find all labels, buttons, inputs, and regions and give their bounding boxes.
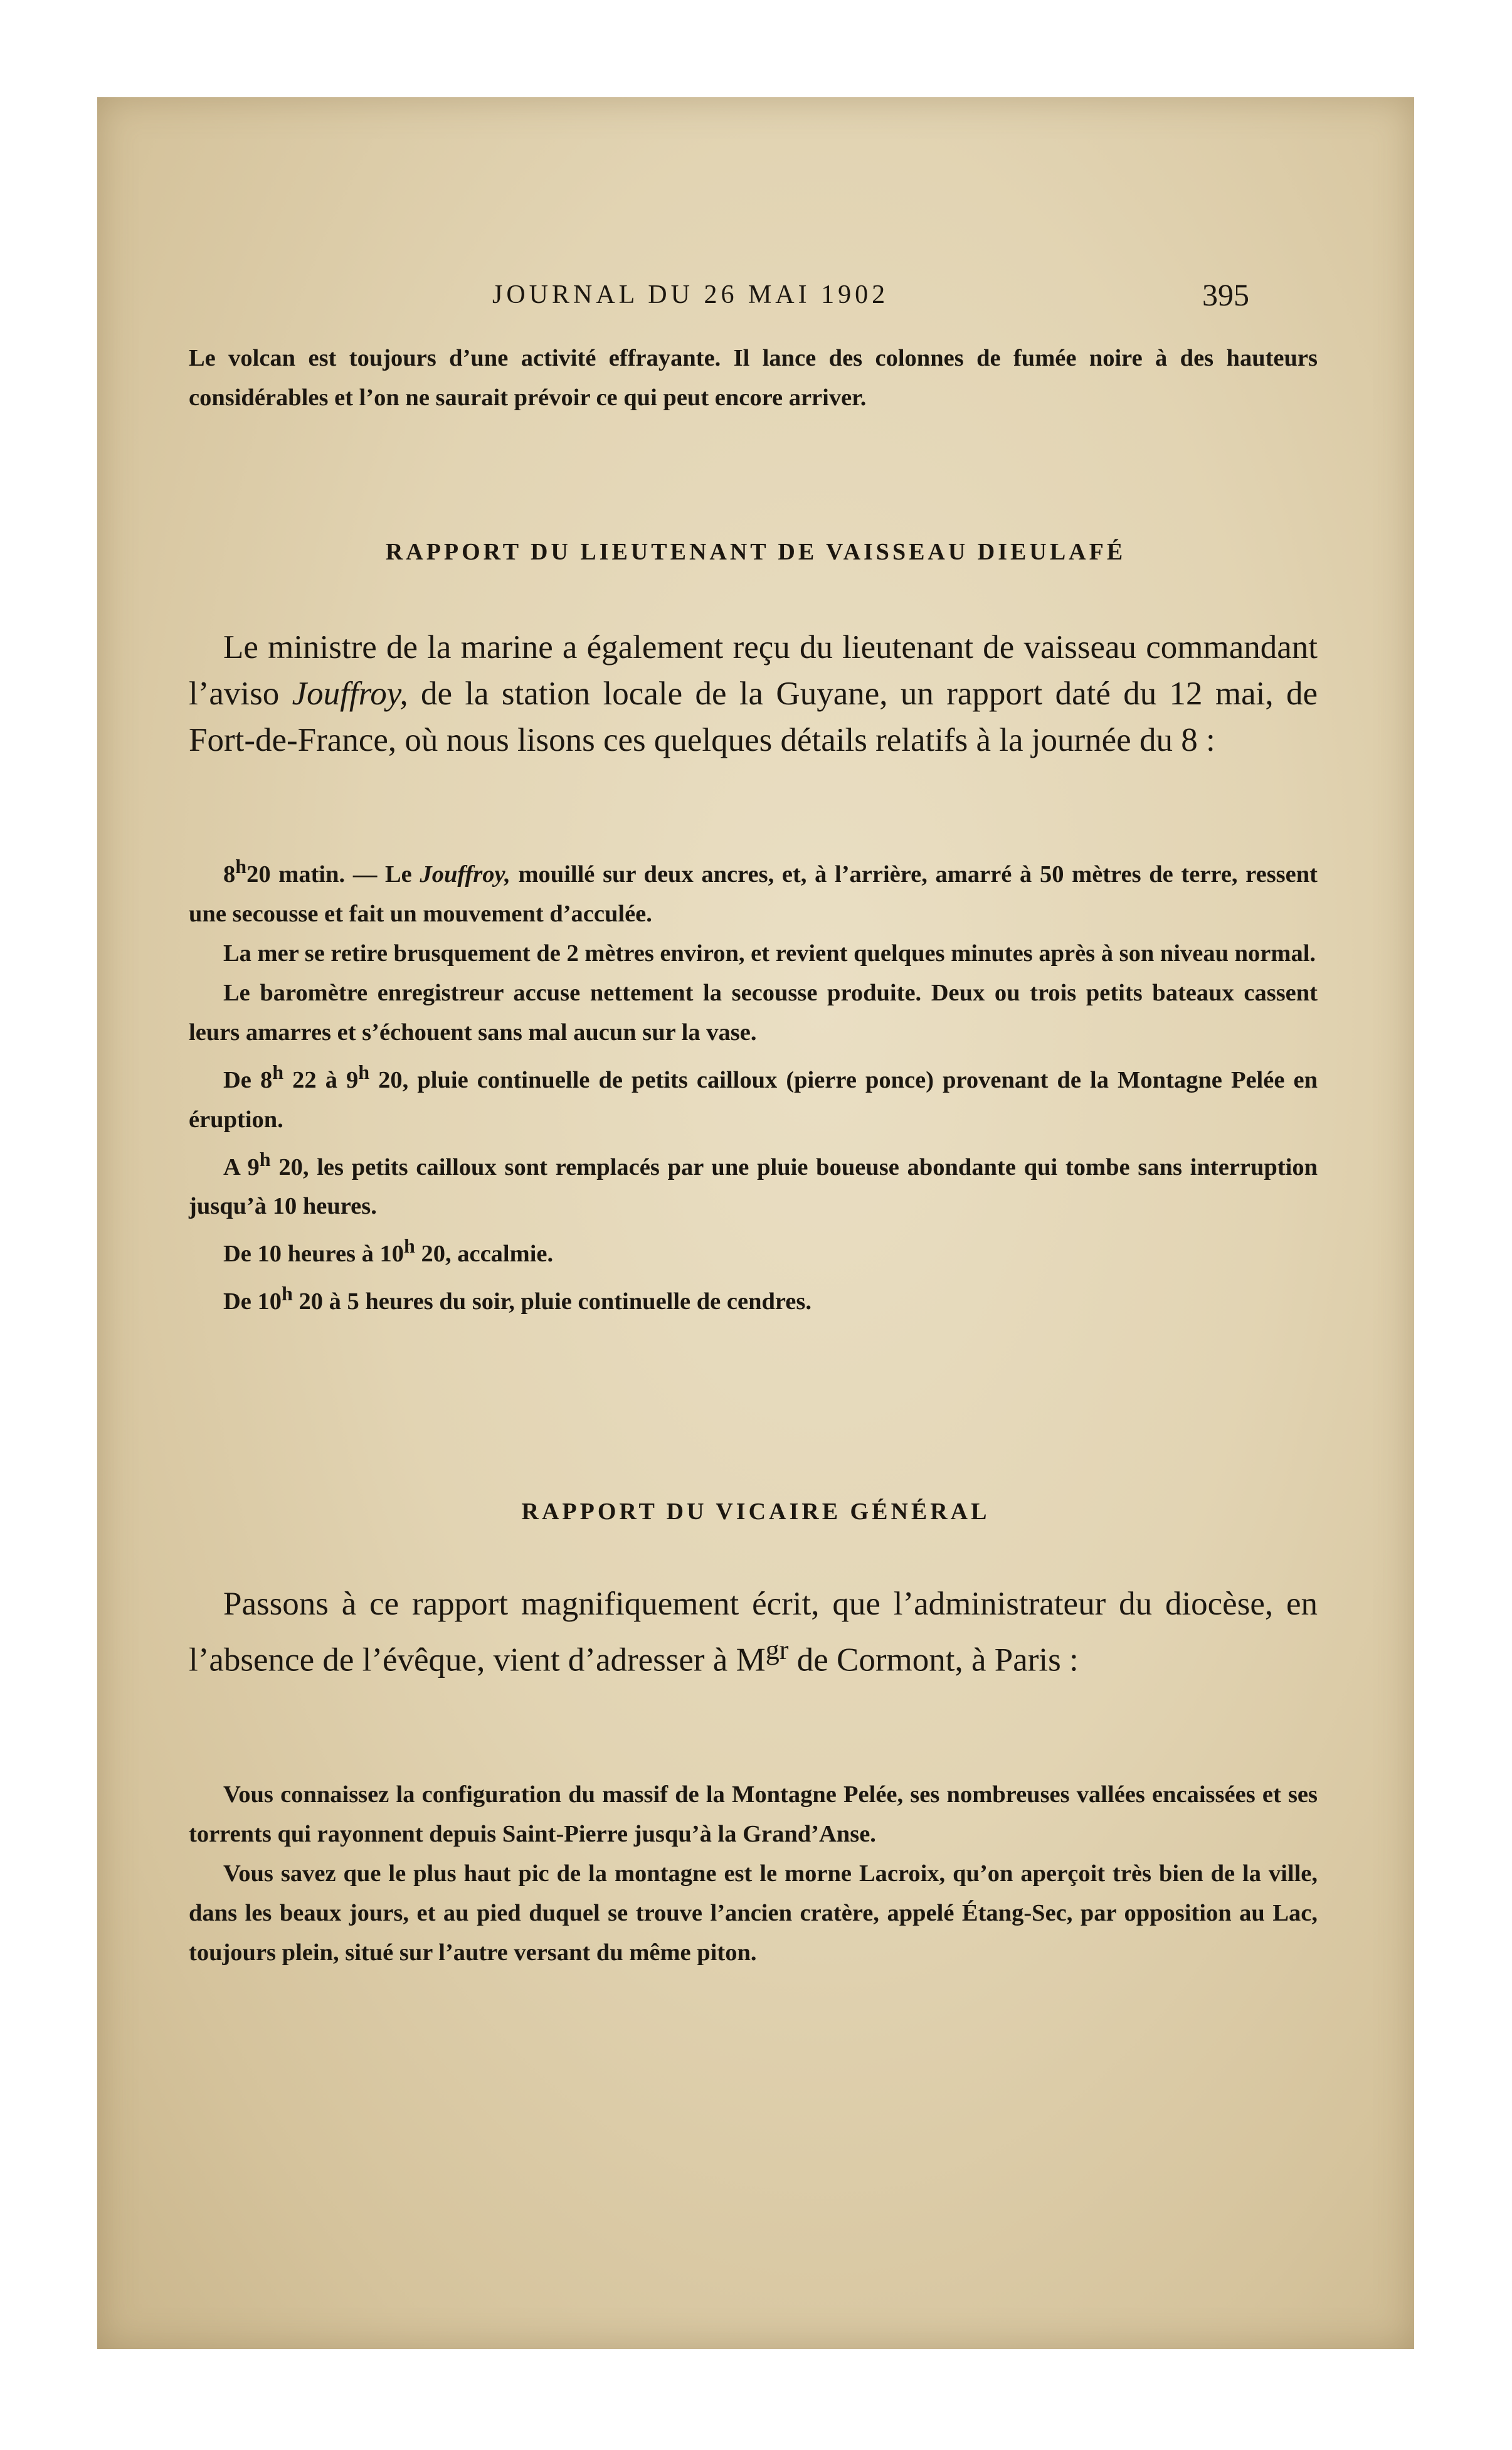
section1-paragraph-block — [189, 624, 1318, 763]
book-page — [97, 97, 1414, 2349]
section2-paragraph-block — [189, 1581, 1318, 1684]
page-number: 395 — [1202, 277, 1249, 312]
letter-text-block — [189, 1775, 1318, 1973]
section-heading-dieulafe: RAPPORT DU LIEUTENANT DE VAISSEAU DIEULAFÉ — [385, 539, 1126, 565]
report-entry: La mer se retire brusquement de 2 mètres environ, et revient quelques minutes après à son niveau normal. — [223, 940, 1316, 967]
section-heading-vicaire: RAPPORT DU VICAIRE GÉNÉRAL — [521, 1498, 990, 1525]
letter-paragraph: Vous connaissez la configuration du massif de la Montagne Pelée, ses nombreuses vallées encaissées et ses torrents qui rayonnent depuis Saint-Pierre jusqu’à la Grand’Anse. — [189, 1781, 1318, 1847]
intro-paragraph: Le volcan est toujours d’une activité effrayante. Il lance des colonnes de fumée noire à des hauteurs considérables et l’on ne saurait prévoir ce qui peut encore arriver. — [189, 345, 1318, 411]
report-entry: De 10$^h$ 20 à 5 heures du soir, pluie continuelle de cendres. — [223, 1282, 812, 1315]
ship-name: Jouffroy, — [420, 861, 510, 888]
ship-name: Jouffroy, — [292, 676, 408, 712]
report-entries — [189, 847, 1318, 1322]
letter-paragraph: Vous savez que le plus haut pic de la montagne est le morne Lacroix, qu’on aperçoit très bien de la ville, dans les beaux jours, et au pied duquel se trouve l’ancien cratère, appelé Étang-Sec, par opposition au Lac, toujours plein, situé sur l’autre versant du même piton. — [189, 1860, 1318, 1966]
section1-paragraph: Le ministre de la marine a également reçu du lieutenant de vaisseau commandant l’aviso Jouffroy, de la station locale de la Guyane, un rapport daté du 12 mai, de Fort-de-France, où nous lisons ces quelques détails relatifs à la journée du 8 : — [189, 629, 1318, 758]
running-title: JOURNAL DU 26 MAI 1902 — [492, 280, 889, 309]
report-entry: Le baromètre enregistreur accuse nettement la secousse produite. Deux ou trois petits bateaux cassent leurs amarres et s’échouent sans mal aucun sur la vase. — [189, 979, 1318, 1046]
section2-paragraph: Passons à ce rapport magnifiquement écrit, que l’administrateur du diocèse, en l’absence de l’évêque, vient d’adresser à $M^{gr}$ de Cormont, à Paris : — [189, 1586, 1318, 1678]
running-head — [97, 270, 1414, 320]
report-entry: De 8$^h$ 22 à 9$^h$ 20, pluie continuelle de petits cailloux (pierre ponce) provenant de la Montagne Pelée en éruption. — [189, 1060, 1318, 1133]
intro-text-block — [189, 339, 1318, 418]
report-entry: A 9$^h$ 20, les petits cailloux sont remplacés par une pluie boueuse abondante qui tombe sans interruption jusqu’à 10 heures. — [189, 1147, 1318, 1220]
report-entry: 8$^h$20 matin. — Le Jouffroy, mouillé sur deux ancres, et, à l’arrière, amarré à 50 mètres de terre, ressent une secousse et fait un mouvement d’acculée. — [189, 855, 1318, 927]
report-entry: De 10 heures à 10$^h$ 20, accalmie. — [223, 1234, 554, 1268]
